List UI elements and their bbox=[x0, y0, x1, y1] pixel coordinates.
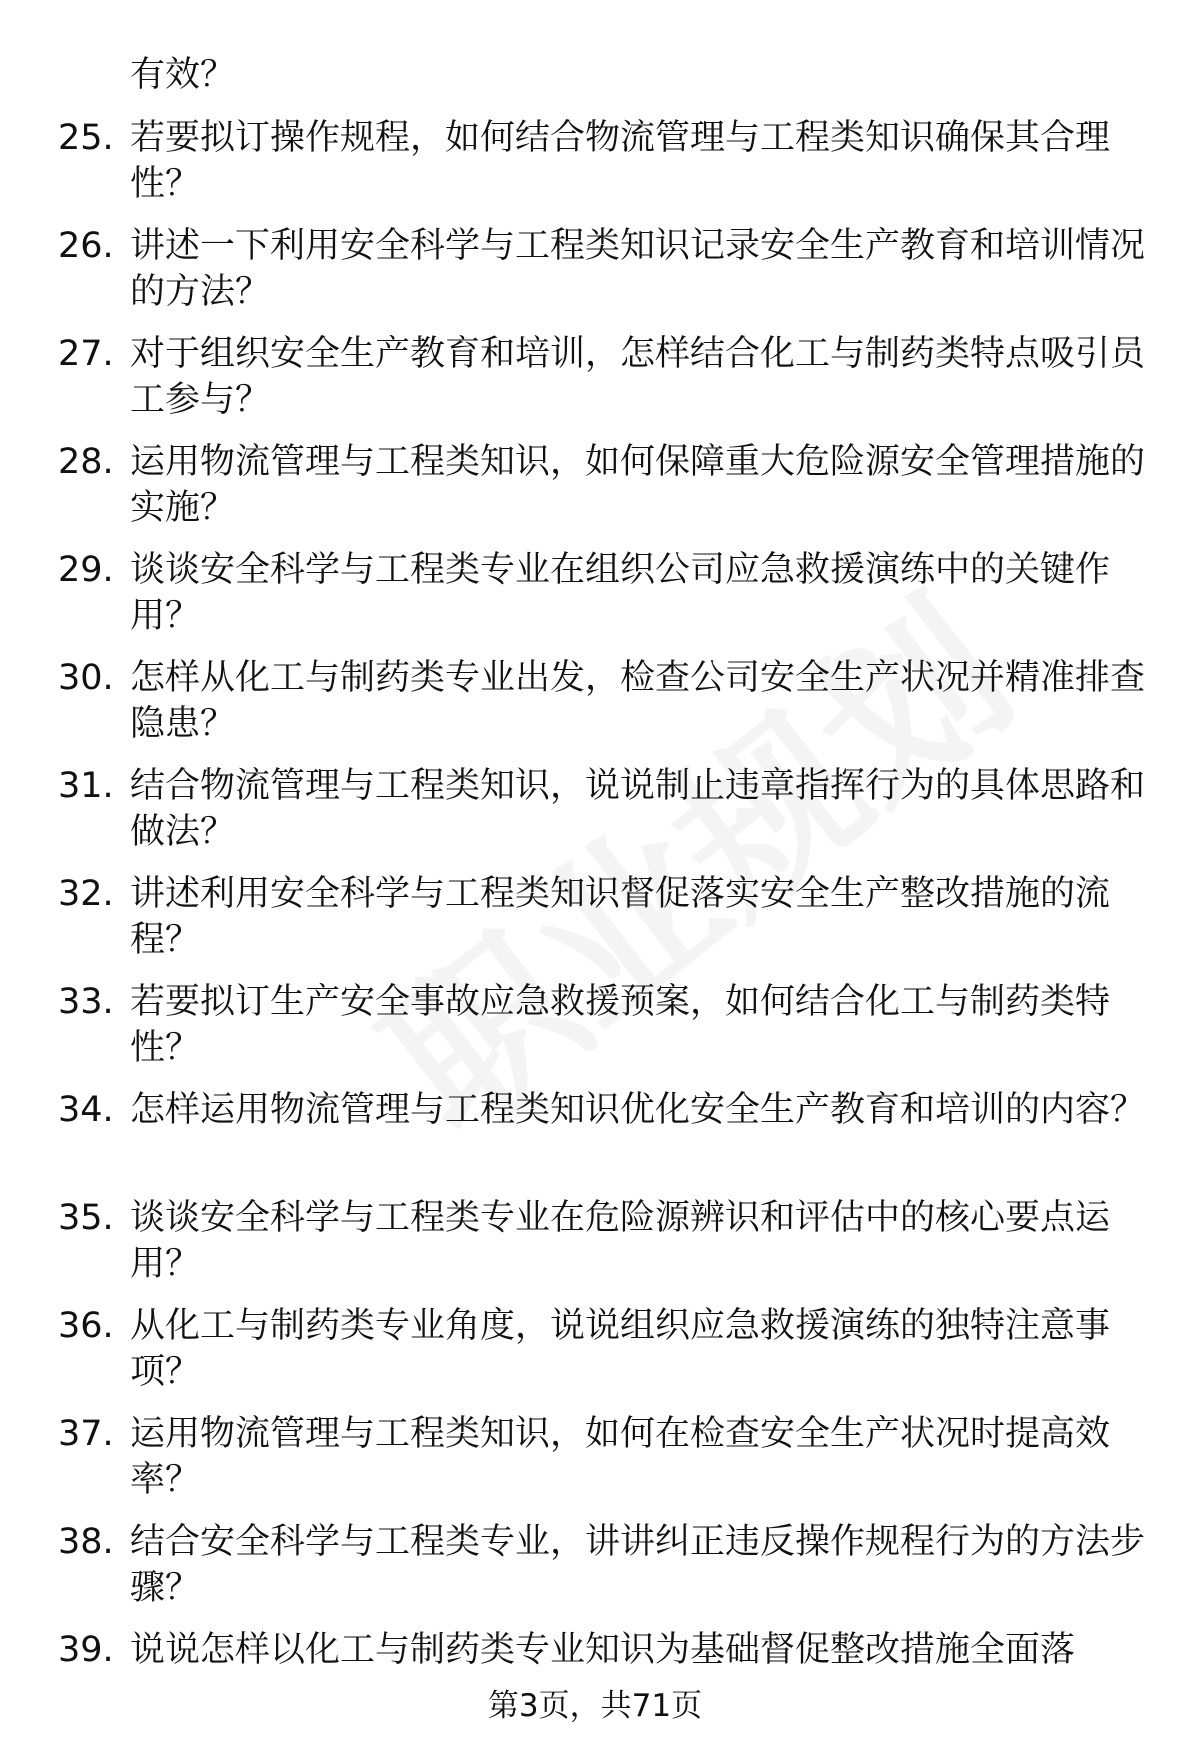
question-number: 37. bbox=[58, 1414, 114, 1454]
question-text: 运用物流管理与工程类知识，如何在检查安全生产状况时提高效率？ bbox=[130, 1414, 1111, 1500]
question-text: 说说怎样以化工与制药类专业知识为基础督促整改措施全面落 bbox=[130, 1630, 1076, 1670]
question-number: 34. bbox=[58, 1090, 114, 1130]
question-number: 39. bbox=[58, 1630, 114, 1670]
question-text: 从化工与制药类专业角度，说说组织应急救援演练的独特注意事项？ bbox=[130, 1306, 1111, 1392]
question-number: 36. bbox=[58, 1306, 114, 1346]
list-item bbox=[0, 1519, 1190, 1627]
question-number: 27. bbox=[58, 334, 114, 374]
list-item bbox=[0, 547, 1190, 655]
question-number: 25. bbox=[58, 118, 114, 158]
list-item bbox=[0, 1087, 1190, 1195]
question-number: 28. bbox=[58, 442, 114, 482]
list-item bbox=[0, 871, 1190, 979]
list-item bbox=[0, 331, 1190, 439]
question-text: 结合物流管理与工程类知识，说说制止违章指挥行为的具体思路和做法？ bbox=[130, 766, 1146, 852]
list-item bbox=[0, 115, 1190, 223]
list-item bbox=[0, 763, 1190, 871]
list-item bbox=[0, 655, 1190, 763]
question-number: 38. bbox=[58, 1522, 114, 1562]
list-item bbox=[0, 1195, 1190, 1303]
question-text: 讲述利用安全科学与工程类知识督促落实安全生产整改措施的流程？ bbox=[130, 874, 1111, 960]
question-number: 29. bbox=[58, 550, 114, 590]
question-text: 对于组织安全生产教育和培训，怎样结合化工与制药类特点吸引员工参与？ bbox=[130, 334, 1146, 420]
page-number-footer: 第3页，共71页 bbox=[487, 1688, 703, 1724]
question-text: 若要拟订操作规程，如何结合物流管理与工程类知识确保其合理性？ bbox=[130, 118, 1111, 204]
continued-question-text: 有效？ bbox=[130, 55, 236, 95]
question-text: 讲述一下利用安全科学与工程类知识记录安全生产教育和培训情况的方法？ bbox=[130, 226, 1146, 312]
question-text: 谈谈安全科学与工程类专业在组织公司应急救援演练中的关键作用？ bbox=[130, 550, 1111, 636]
list-item bbox=[0, 979, 1190, 1087]
list-item bbox=[0, 1303, 1190, 1411]
list-item bbox=[0, 223, 1190, 331]
question-number: 31. bbox=[58, 766, 114, 806]
question-text: 怎样运用物流管理与工程类知识优化安全生产教育和培训的内容？ bbox=[130, 1090, 1146, 1130]
question-number: 26. bbox=[58, 226, 114, 266]
question-text: 谈谈安全科学与工程类专业在危险源辨识和评估中的核心要点运用？ bbox=[130, 1198, 1111, 1284]
question-number: 30. bbox=[58, 658, 114, 698]
question-number: 35. bbox=[58, 1198, 114, 1238]
list-item bbox=[0, 1411, 1190, 1519]
question-number: 33. bbox=[58, 982, 114, 1022]
question-text: 若要拟订生产安全事故应急救援预案，如何结合化工与制药类特性？ bbox=[130, 982, 1111, 1068]
question-number: 32. bbox=[58, 874, 114, 914]
question-text: 运用物流管理与工程类知识，如何保障重大危险源安全管理措施的实施？ bbox=[130, 442, 1146, 528]
question-text: 结合安全科学与工程类专业，讲讲纠正违反操作规程行为的方法步骤？ bbox=[130, 1522, 1146, 1608]
question-list bbox=[0, 115, 1190, 1735]
question-text: 怎样从化工与制药类专业出发，检查公司安全生产状况并精准排查隐患？ bbox=[130, 658, 1146, 744]
list-item bbox=[0, 439, 1190, 547]
